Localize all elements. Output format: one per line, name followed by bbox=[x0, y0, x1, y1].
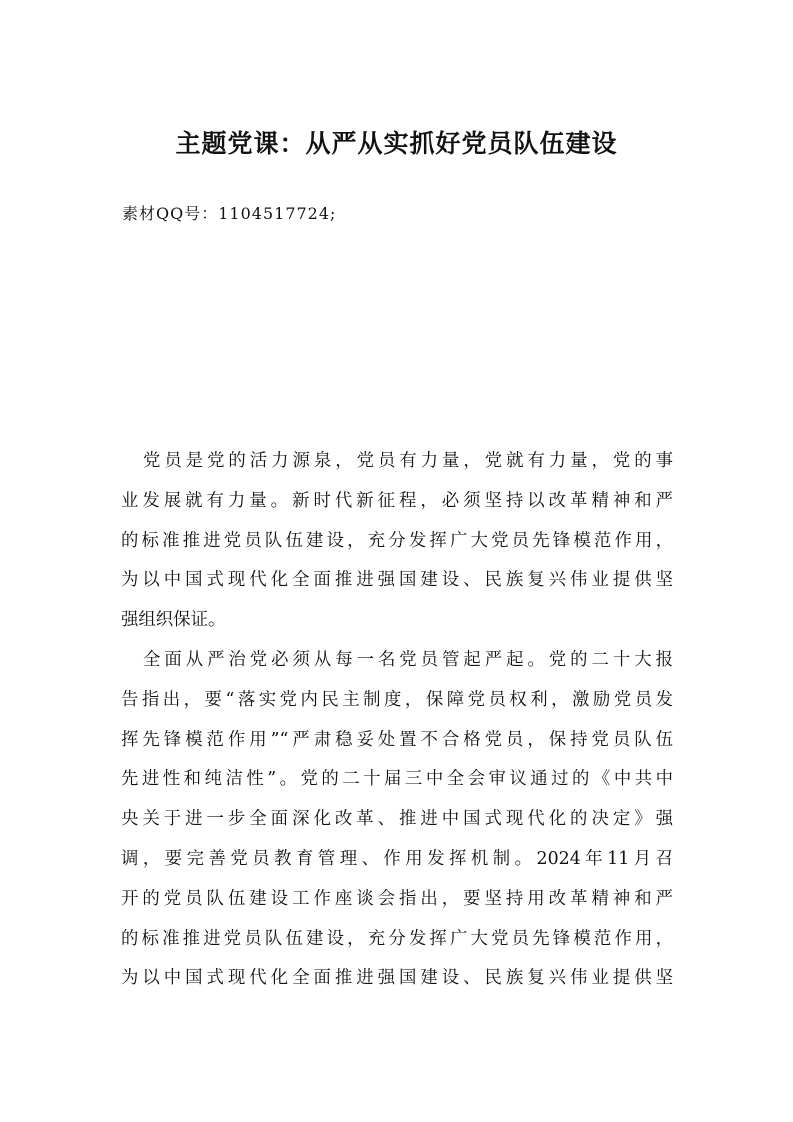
text-line: 全面从严治党必须从每一名党员管起严起。党的二十大报 bbox=[143, 649, 673, 670]
text-line: 的标准推进党员队伍建设，充分发挥广大党员先锋模范作用， bbox=[121, 928, 673, 949]
text-line: 为以中国式现代化全面推进强国建设、民族复兴伟业提供坚 bbox=[121, 570, 673, 591]
text-line: 告指出，要“落实党内民主制度，保障党员权利，激励党员发 bbox=[121, 689, 673, 710]
text-line: 先进性和纯洁性”。党的二十届三中全会审议通过的《中共中 bbox=[121, 769, 673, 790]
source-line: 素材QQ号：1104517724; bbox=[122, 204, 337, 223]
text-line: 调，要完善党员教育管理、作用发挥机制。2024年11月召 bbox=[121, 848, 673, 869]
document-title: 主题党课：从严从实抓好党员队伍建设 bbox=[175, 129, 618, 158]
text-line: 为以中国式现代化全面推进强国建设、民族复兴伟业提供坚 bbox=[121, 968, 673, 989]
document-body bbox=[121, 442, 673, 999]
text-line: 挥先锋模范作用”“严肃稳妥处置不合格党员，保持党员队伍 bbox=[121, 729, 673, 750]
text-line: 央关于进一步全面深化改革、推进中国式现代化的决定》强 bbox=[121, 809, 673, 830]
paragraph bbox=[121, 442, 673, 641]
paragraph bbox=[121, 641, 673, 999]
text-line: 强组织保证。 bbox=[121, 610, 226, 631]
text-line: 党员是党的活力源泉，党员有力量，党就有力量，党的事 bbox=[143, 451, 673, 471]
text-line: 业发展就有力量。新时代新征程，必须坚持以改革精神和严 bbox=[121, 490, 673, 511]
text-line: 的标准推进党员队伍建设，充分发挥广大党员先锋模范作用， bbox=[121, 530, 673, 551]
text-line: 开的党员队伍建设工作座谈会指出，要坚持用改革精神和严 bbox=[121, 888, 673, 909]
